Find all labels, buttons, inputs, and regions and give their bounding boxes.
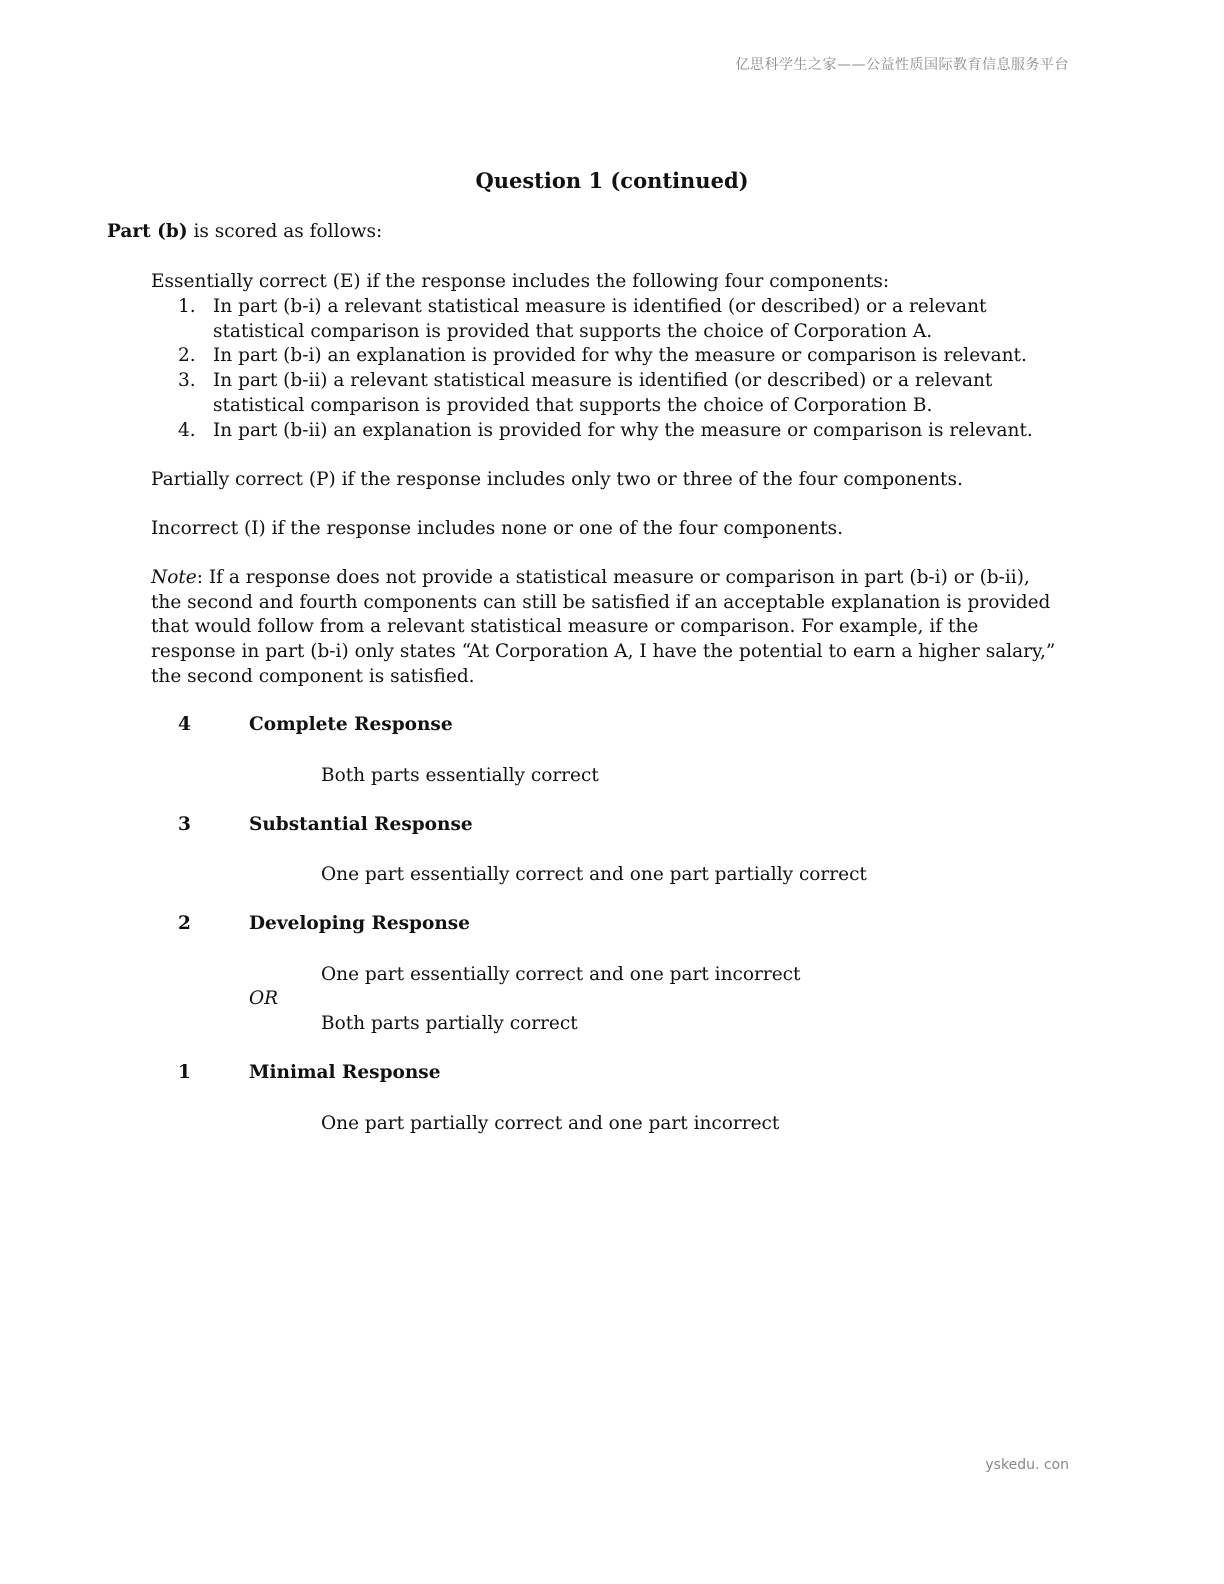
partially-correct-rule: Partially correct (P) if the response includes only two or three of the four components. [151, 469, 963, 490]
score-label: Substantial Response [249, 814, 473, 835]
list-item [151, 419, 1081, 444]
list-number: 4. [178, 419, 196, 441]
score-description-alt: Both parts partially correct [321, 1013, 578, 1034]
score-number: 1 [178, 1062, 191, 1083]
footer-watermark: yskedu. con [985, 1457, 1069, 1473]
list-text: In part (b-i) a relevant statistical measure is identified (or described) or a relevant statistical comparison is provided that supports the choice of Corporation A. [213, 296, 987, 342]
part-b-heading [107, 220, 382, 245]
score-label: Developing Response [249, 913, 470, 934]
essentially-correct-intro: Essentially correct (E) if the response includes the following four components: [151, 271, 890, 292]
score-description: One part essentially correct and one part partially correct [321, 864, 867, 885]
score-description: One part essentially correct and one part incorrect [321, 964, 801, 985]
list-number: 1. [178, 296, 196, 317]
list-text: In part (b-ii) a relevant statistical measure is identified (or described) or a relevant statistical comparison is provided that supports the choice of Corporation B. [213, 370, 993, 416]
header-watermark: 亿思科学生之家——公益性质国际教育信息服务平台 [735, 57, 1069, 73]
part-b-label: Part (b) [107, 221, 188, 242]
incorrect-rule: Incorrect (I) if the response includes none or one of the four components. [151, 518, 843, 539]
note-text: : If a response does not provide a statistical measure or comparison in part (b-i) or (b-ii), the second and fourth components can still be satisfied if an acceptable explanation is provided that would follow from a relevant statistical measure or comparison. For example, if the response in part (b-i) only states “At Corporation A, I have the potential to earn a higher salary,” the second component is satisfied. [151, 567, 1056, 687]
or-label: OR [249, 988, 279, 1009]
part-b-suffix: is scored as follows: [187, 221, 383, 242]
score-label: Complete Response [249, 714, 453, 735]
score-description: Both parts essentially correct [321, 765, 599, 786]
list-text: In part (b-i) an explanation is provided for why the measure or comparison is relevant. [213, 345, 1027, 367]
list-text: In part (b-ii) an explanation is provided for why the measure or comparison is relevant. [213, 419, 1033, 441]
score-label: Minimal Response [249, 1062, 441, 1083]
list-item [151, 369, 1081, 418]
list-number: 3. [178, 370, 196, 392]
score-number: 4 [178, 714, 191, 735]
score-number: 3 [178, 814, 191, 835]
score-number: 2 [178, 913, 191, 934]
list-item [151, 344, 1081, 369]
score-description: One part partially correct and one part incorrect [321, 1113, 780, 1134]
page-title: Question 1 (continued) [475, 168, 749, 193]
note-label: Note [151, 567, 197, 588]
note-paragraph [151, 566, 1061, 690]
list-item [151, 295, 1081, 344]
list-number: 2. [178, 345, 196, 367]
component-list [151, 295, 1081, 443]
